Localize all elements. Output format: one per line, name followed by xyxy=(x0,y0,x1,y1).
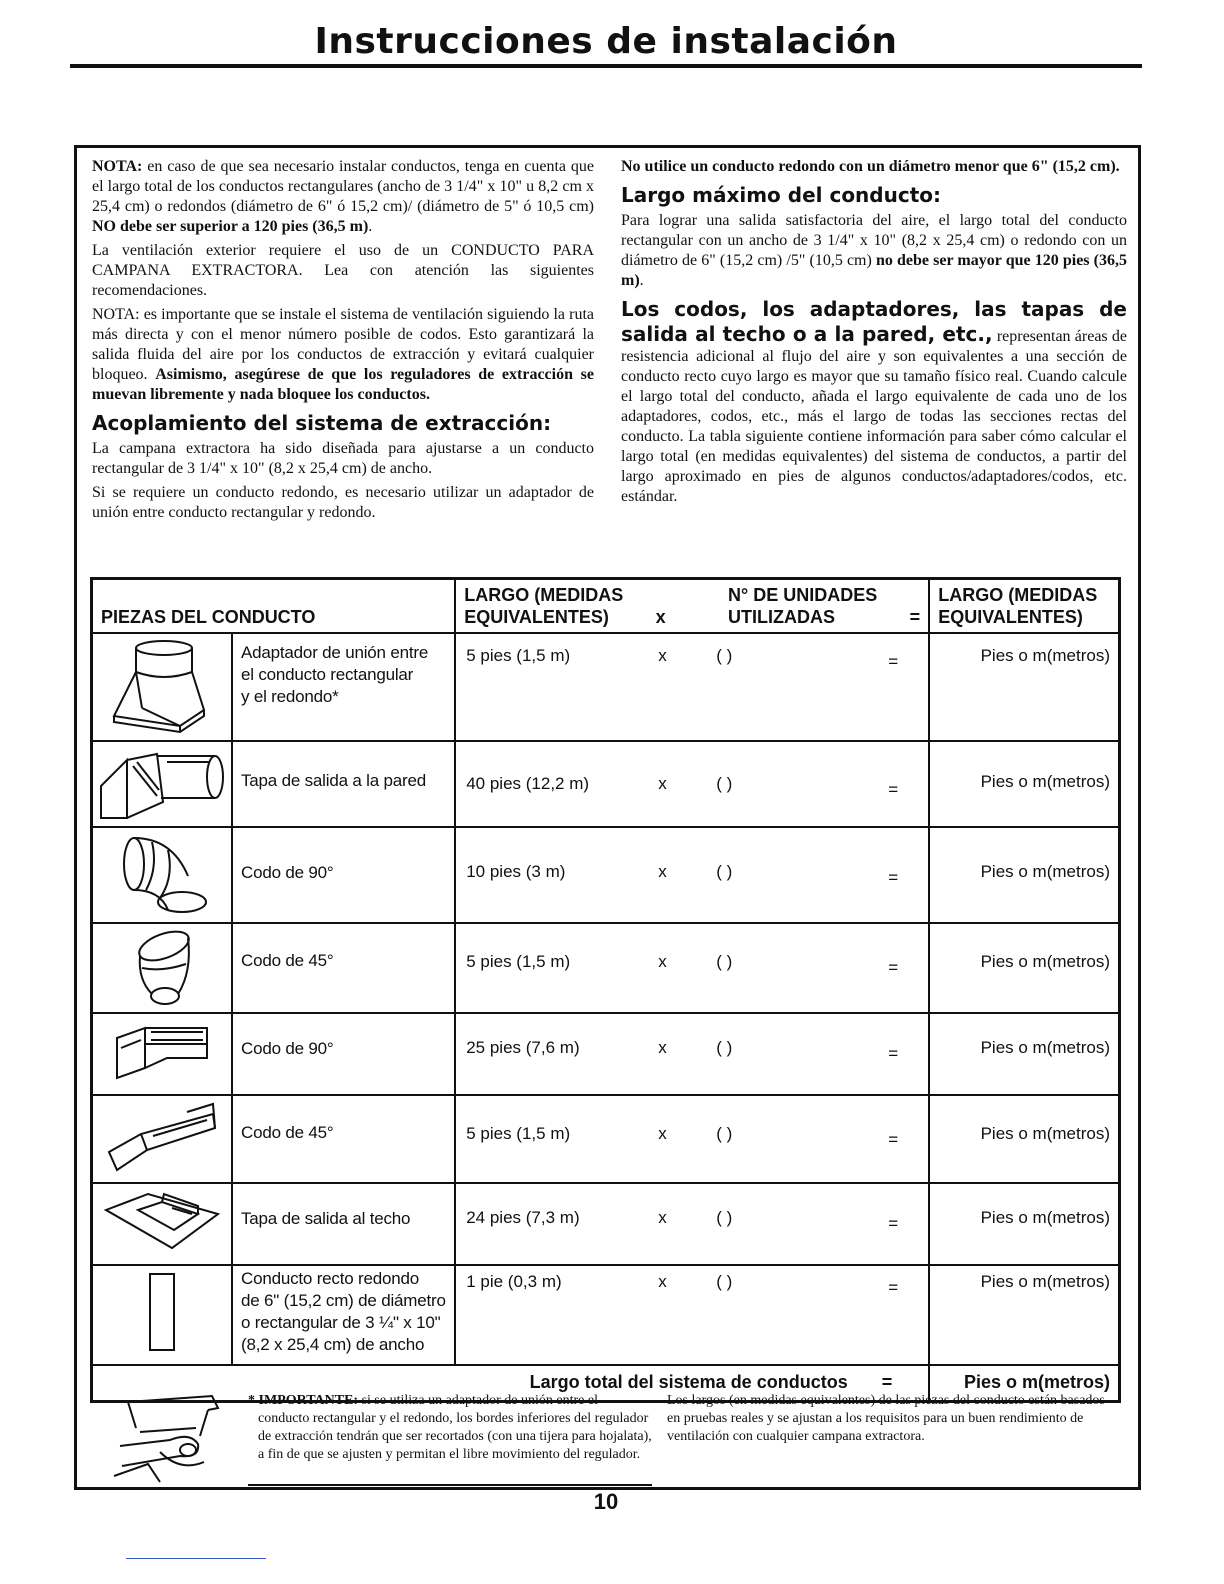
table-row xyxy=(92,923,1120,1013)
header-equals: = xyxy=(909,607,921,627)
row-total: Pies o m(metros) xyxy=(929,1095,1119,1183)
note-end: . xyxy=(368,218,373,235)
row-length: 10 pies (3 m) x ( ) = xyxy=(455,827,929,923)
round-duct-warning-text: No utilice un conducto redondo con un diámetro menor que 6" (15,2 cm). xyxy=(621,158,1120,175)
row-total: Pies o m(metros) xyxy=(929,827,1119,923)
row-total: Pies o m(metros) xyxy=(929,923,1119,1013)
row-desc: Tapa de salida al techo xyxy=(232,1183,455,1265)
note-duct-length xyxy=(92,157,594,237)
row-length: 5 pies (1,5 m) x ( ) = xyxy=(455,1095,929,1183)
row-total: Pies o m(metros) xyxy=(929,633,1119,741)
wall-cap-icon xyxy=(92,741,233,827)
row-length: 24 pies (7,3 m) x ( ) = xyxy=(455,1183,929,1265)
table-row xyxy=(92,1095,1120,1183)
fittings-heading: Los codos, los adaptadores, las tapas de salida al techo o a la pared, etc., xyxy=(621,297,1127,346)
link-underline xyxy=(126,1558,266,1559)
fittings-paragraph xyxy=(621,297,1127,507)
header-units: N° DE UNIDADES UTILIZADAS xyxy=(728,585,878,627)
row-total: Pies o m(metros) xyxy=(929,741,1119,827)
row-length: 5 pies (1,5 m) x ( ) = xyxy=(455,923,929,1013)
round-duct-warning xyxy=(621,157,1127,177)
row-total: Pies o m(metros) xyxy=(929,1183,1119,1265)
row-length: 25 pies (7,6 m) x ( ) = xyxy=(455,1013,929,1095)
lengths-footnote: Los largos (en medidas equivalentes) de las piezas del conducto están basados en pruebas reales y se ajustan a los requisitos para un buen rendimiento de ventilación con cualquier campana extractora. xyxy=(667,1393,1105,1444)
header-parts: PIEZAS DEL CONDUCTO xyxy=(92,579,456,634)
header-total: LARGO (MEDIDAS EQUIVALENTES) xyxy=(929,579,1119,634)
route-bold: Asimismo, asegúrese de que los reguladores de extracción se muevan libremente y nada bloquee los conductos. xyxy=(92,366,595,403)
exterior-vent-paragraph: La ventilación exterior requiere el uso de un CONDUCTO PARA CAMPANA EXTRACTORA. Lea con atención las siguientes recomendaciones. xyxy=(92,242,594,299)
route-text: NOTA: es importante que se instale el sistema de ventilación siguiendo la ruta más directa y con el menor número posible de codos. Esto garantizará la salida fluida del aire por los conductos de extracción y evitará cualquier bloqueo. xyxy=(92,306,594,383)
table-header-row xyxy=(92,579,1120,634)
header-length-units xyxy=(455,579,929,634)
table-row xyxy=(92,1265,1120,1365)
round-to-rect-adapter-icon xyxy=(92,633,233,741)
page-number: 10 xyxy=(593,1489,619,1514)
note-bold: NO debe ser superior a 120 pies (36,5 m) xyxy=(92,218,369,235)
footnote-rule xyxy=(248,1484,652,1486)
row-desc: Tapa de salida a la pared xyxy=(232,741,455,827)
title-rule xyxy=(70,64,1142,68)
max-length-heading: Largo máximo del conducto: xyxy=(621,183,941,207)
important-label: * IMPORTANTE: xyxy=(248,1393,359,1408)
total-value: Pies o m(metros) xyxy=(929,1365,1119,1401)
note-label: NOTA: xyxy=(92,158,143,175)
rect-elbow-90-icon xyxy=(92,1013,233,1095)
coupling-paragraph-1: La campana extractora ha sido diseñada para ajustarse a un conducto rectangular de 3 1/4" x 10" (8,2 x 25,4 cm) de ancho. xyxy=(92,440,594,477)
tin-snips-illustration xyxy=(100,1392,230,1487)
total-equals: = xyxy=(881,1372,893,1393)
duct-parts-table xyxy=(90,577,1121,1403)
page-title: Instrucciones de instalación xyxy=(314,21,898,62)
row-total: Pies o m(metros) xyxy=(929,1265,1119,1365)
note-text: en caso de que sea necesario instalar conductos, tenga en cuenta que el largo total de los conductos rectangulares (ancho de 3 1/4" x 10" u 8,2 cm x 25,4 cm) o redondos (diámetro de 6" ó 15,2 cm)/ (diámetro de 5" ó 10,5 cm) xyxy=(92,158,594,215)
max-length-end: . xyxy=(639,272,644,289)
table-row xyxy=(92,741,1120,827)
table-row xyxy=(92,1183,1120,1265)
row-desc: Adaptador de unión entre el conducto rectangular y el redondo* xyxy=(232,633,455,741)
max-length-bold: no debe ser mayor que 120 pies (36,5 m) xyxy=(621,252,1127,289)
left-column xyxy=(92,157,594,527)
row-desc: Codo de 45° xyxy=(232,1095,455,1183)
table-row xyxy=(92,827,1120,923)
coupling-heading: Acoplamiento del sistema de extracción: xyxy=(92,411,552,435)
note-route-paragraph xyxy=(92,305,594,405)
total-label: Largo total del sistema de conductos xyxy=(529,1372,848,1393)
row-desc: Codo de 90° xyxy=(232,827,455,923)
max-length-paragraph xyxy=(621,211,1127,291)
rect-elbow-45-icon xyxy=(92,1095,233,1183)
fittings-text: representan áreas de resistencia adicional al flujo del aire y son equivalentes a una sección de conducto recto cuyo largo es mayor que su tamaño físico real. Cuando calcule el largo total del conducto, añada el largo equivalente de cada uno de los adaptadores, codos, etc., más el largo de todas las secciones rectas del conducto. La tabla siguiente contiene información para saber cómo calcular el largo total (en medidas equivalentes) del sistema de conductos, a partir del largo aproximado en pies de algunos conductos/adaptadores/codos, etc. estándar. xyxy=(621,328,1127,505)
row-length: 1 pie (0,3 m) x ( ) = xyxy=(455,1265,929,1365)
header-times: x xyxy=(655,607,666,627)
row-length: 40 pies (12,2 m) x ( ) = xyxy=(455,741,929,827)
important-text: si se utiliza un adaptador de unión entre el conducto rectangular y el redondo, los bordes inferiores del regulador de extracción tendrán que ser recortados (con una tijera para hojalata), a fin de que se ajusten y permitan el libre movimiento del regulador. xyxy=(258,1393,652,1462)
max-length-text: Para lograr una salida satisfactoria del aire, el largo total del conducto rectangular con un ancho de 3 1/4" x 10" (8,2 x 25,4 cm) o redondo con un diámetro de 6" (15,2 cm) /5" (10,5 cm) xyxy=(621,212,1127,269)
right-column xyxy=(621,157,1127,511)
header-length: LARGO (MEDIDAS EQUIVALENTES) xyxy=(464,585,624,627)
table-row xyxy=(92,633,1120,741)
roof-cap-icon xyxy=(92,1183,233,1265)
table-row xyxy=(92,1013,1120,1095)
row-desc: Codo de 45° xyxy=(232,923,455,1013)
round-elbow-45-icon xyxy=(92,923,233,1013)
row-total: Pies o m(metros) xyxy=(929,1013,1119,1095)
row-length: 5 pies (1,5 m) x ( ) = xyxy=(455,633,929,741)
straight-duct-icon xyxy=(92,1265,233,1365)
row-desc: Codo de 90° xyxy=(232,1013,455,1095)
row-desc: Conducto recto redondo de 6" (15,2 cm) de diámetro o rectangular de 3 ¼" x 10" (8,2 x 25,4 cm) de ancho xyxy=(232,1265,455,1365)
coupling-paragraph-2: Si se requiere un conducto redondo, es necesario utilizar un adaptador de unión entre conducto rectangular y redondo. xyxy=(92,484,594,521)
important-footnote xyxy=(248,1392,652,1464)
round-elbow-90-icon xyxy=(92,827,233,923)
